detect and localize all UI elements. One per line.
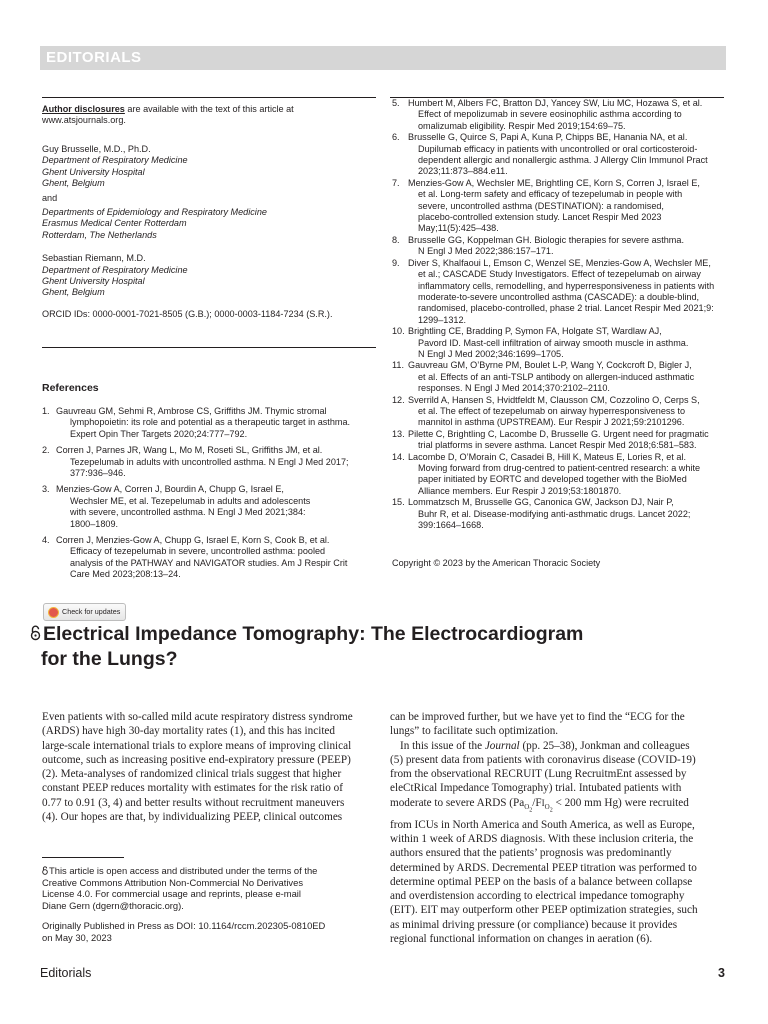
reference-number: 3. (42, 484, 50, 495)
author-affiliation: Erasmus Medical Center Rotterdam (42, 218, 187, 229)
author-name: Sebastian Riemann, M.D. (42, 253, 146, 264)
reference-line: Dupilumab efficacy in patients with uncontrolled or oral corticosteroid- (418, 143, 698, 154)
reference-line: lymphopoietin: its role and potential as a therapeutic target in asthma. (70, 417, 351, 428)
article-title-line2: for the Lungs? (41, 648, 178, 670)
author-block (42, 144, 378, 320)
reference-line: Pavord ID. Mast-cell infiltration of airway smooth muscle in asthma. (418, 337, 689, 348)
body-line: (ARDS) have high 30-day mortality rates (1), and this has incited (42, 725, 335, 738)
author-affiliation: Ghent, Belgium (42, 287, 105, 298)
reference-line: et al. Long-term safety and efficacy of tezepelumab in people with (418, 189, 683, 200)
author-affiliation: Ghent University Hospital (42, 166, 145, 177)
body-line: can be improved further, but we have yet to find the “ECG for the (390, 711, 685, 723)
reference-line: Brusselle GG, Koppelman GH. Biologic therapies for severe asthma. (408, 234, 684, 245)
reference-number: 6. (392, 132, 400, 143)
reference-line: Corren J, Parnes JR, Wang L, Mo M, Roseti SL, Griffiths JM, et al. (56, 445, 323, 456)
published-doi: Originally Published in Press as DOI: 10.1164/rccm.202305-0810ED (42, 919, 326, 931)
body-line: outcome, such as increasing positive end-expiratory pressure (PEEP) (42, 753, 351, 766)
body-line: from ICUs in North America and South America, as well as Europe, (390, 818, 695, 831)
author-affiliation: Ghent, Belgium (42, 178, 105, 189)
body-line: within 1 week of ARDS diagnosis. With these inclusion criteria, the (390, 833, 694, 845)
reference-item (392, 497, 728, 531)
reference-line: paper initiated by EORTC and developed together with the BioMed (418, 474, 687, 485)
reference-line: analysis of the PATHWAY and NAVIGATOR studies. Am J Respir Crit (70, 557, 348, 568)
reference-line: Menzies-Gow A, Wechsler ME, Brightling CE, Korn S, Corren J, Israel E, (408, 177, 700, 188)
reference-item (392, 326, 728, 360)
body-line (390, 739, 730, 753)
reference-number: 14. (392, 451, 405, 462)
top-rule-left (42, 97, 376, 98)
pao2-fio2-formula: $Pa_{O_2}/FI_{O_2}$ (513, 796, 553, 814)
reference-line: dependent allergic and nonallergic asthma. J Allergy Clin Immunol Pract (418, 155, 708, 166)
reference-line: Corren J, Menzies-Gow A, Chupp G, Israel E, Korn S, Cook B, et al. (56, 535, 330, 546)
reference-number: 5. (392, 98, 400, 108)
reference-line: mannitol in asthma (UPSTREAM). Eur Respir J 2021;59:2101296. (418, 417, 685, 428)
section-banner (40, 46, 726, 70)
reference-number: 1. (42, 406, 50, 416)
reference-line: 399:1664–1668. (418, 520, 484, 531)
reference-line: Moving forward from drug-centred to patient-centred research: a white (418, 463, 701, 473)
body-line: constant PEEP reduces mortality with estimates for the risk ratio of (42, 782, 343, 795)
author-affiliation: Rotterdam, The Netherlands (42, 229, 157, 240)
reference-line: responses. N Engl J Med 2014;370:2102–2110. (418, 383, 610, 394)
journal-name: Journal (484, 739, 520, 752)
author-affiliation: Departments of Epidemiology and Respiratory Medicine (42, 207, 267, 218)
license-text: License 4.0. For commercial usage and reprints, please e-mail (42, 888, 301, 900)
reference-line: Pilette C, Brightling C, Lacombe D, Brusselle G. Urgent need for pragmatic (408, 428, 709, 439)
reference-item (392, 360, 728, 394)
body-line: lungs” to facilitate such optimization. (390, 725, 559, 738)
reference-item (42, 535, 378, 581)
reference-line: moderate-to-severe uncontrolled asthma (CASCADE): a double-blind, (418, 291, 700, 302)
body-line: 0.77 to 0.91 (3, 4) and better results without recruitment maneuvers (42, 796, 345, 809)
body-line: (4). Our hopes are that, by individualizing PEEP, clinical outcomes (42, 811, 343, 824)
reference-line: Buhr R, et al. Disease-modifying anti-asthmatic drugs. Lancet 2022; (418, 508, 691, 519)
body-line: from the observational RECRUIT (Lung RecruitmEnt assessed by (390, 768, 687, 781)
reference-line: Care Med 2023;208:13–24. (70, 569, 181, 580)
open-access-icon (30, 625, 41, 641)
reference-line: Tezepelumab in adults with uncontrolled asthma. N Engl J Med 2017; (70, 456, 349, 467)
footnote (42, 865, 378, 943)
article-title-line1: Electrical Impedance Tomography: The Electrocardiogram (43, 623, 584, 645)
references-list-right (392, 98, 728, 531)
reference-line: 377:936–946. (70, 468, 126, 479)
reference-line: N Engl J Med 2002;346:1699–1705. (418, 348, 564, 359)
reference-line: Lacombe D, O’Morain C, Casadei B, Hill K, Mateus E, Lories R, et al. (408, 451, 686, 462)
reference-item (42, 484, 378, 530)
body-text: In this issue of the (400, 739, 485, 752)
reference-number: 11. (392, 360, 404, 371)
reference-number: 13. (392, 428, 405, 439)
reference-number: 12. (392, 394, 405, 405)
author-name: Guy Brusselle, M.D., Ph.D. (42, 144, 151, 154)
reference-item (42, 445, 378, 479)
author-affiliation: Department of Respiratory Medicine (42, 264, 188, 275)
footer-label: Editorials (40, 966, 92, 980)
author-disclosures-link[interactable]: Author disclosures (42, 104, 125, 114)
reference-item (42, 406, 378, 440)
reference-line: Menzies-Gow A, Corren J, Bourdin A, Chupp G, Israel E, (56, 484, 284, 495)
reference-number: 9. (392, 257, 400, 268)
reference-number: 7. (392, 177, 400, 188)
reference-item (392, 178, 728, 235)
open-access-icon (42, 866, 48, 875)
reference-line: Lommatzsch M, Brusselle GG, Canonica GW, Jackson DJ, Nair P, (408, 497, 674, 508)
author-connector: and (42, 192, 58, 203)
body-line: Even patients with so-called mild acute respiratory distress syndrome (42, 711, 353, 723)
reference-line: N Engl J Med 2022;386:157–171. (418, 246, 554, 257)
reference-line: Diver S, Khalfaoui L, Emson C, Wenzel SE, Menzies-Gow A, Wechsler ME, (408, 257, 711, 268)
disclosure-text: are available with the text of this article at (124, 104, 294, 114)
reference-line: Humbert M, Albers FC, Bratton DJ, Yancey SW, Liu MC, Hozawa S, et al. (408, 98, 703, 108)
body-line: (2). Meta-analyses of randomized clinical trials suggest that higher (42, 768, 342, 781)
reference-line: severe, uncontrolled asthma (DESTINATION): a randomised, (418, 200, 664, 211)
orcid-ids: ORCID IDs: 0000-0001-7021-8505 (G.B.); 0000-0003-1184-7234 (S.R.). (42, 308, 333, 319)
reference-number: 15. (392, 497, 405, 508)
check-for-updates-button[interactable] (43, 603, 126, 621)
body-line: authors ensured that the patients’ prognosis was predominantly (390, 847, 672, 860)
body-line: eleCtRical Impedance Tomography) trial. Intubated patients with (390, 782, 682, 795)
body-line: regional functional information on changes in aeration (6). (390, 933, 653, 946)
reference-item (392, 452, 728, 498)
body-text: < 200 mm Hg) were recruited (552, 796, 689, 809)
reference-line: Sverrild A, Hansen S, Hvidtfeldt M, Clausson CM, Cozzolino O, Cerps S, (408, 394, 700, 405)
reference-line: randomised, placebo-controlled, phase 2 trial. Lancet Respir Med 2021;9: (418, 303, 714, 314)
reference-line: 1800–1809. (70, 518, 119, 529)
body-text: (pp. 25–38), Jonkman and colleagues (519, 739, 690, 752)
disclosure-url: www.atsjournals.org. (42, 115, 126, 126)
reference-line: Alliance members. Eur Respir J 2019;53:1801870. (418, 485, 622, 496)
article-body-col1 (42, 710, 382, 824)
reference-line: omalizumab eligibility. Respir Med 2019;154:69–75. (418, 120, 626, 131)
references-list-left (42, 406, 378, 586)
reference-line: trial platforms in severe asthma. Lancet Respir Med 2018;6:581–583. (418, 440, 697, 451)
body-line: and overdistension according to electrical impedance tomography (390, 890, 685, 903)
reference-line: May;11(5):425–438. (418, 223, 499, 234)
reference-line: Brightling CE, Bradding P, Symon FA, Holgate ST, Wardlaw AJ, (408, 326, 662, 337)
body-line: as minimal driving pressure (or compliance) because it provides (390, 918, 678, 931)
disclosure (42, 104, 378, 127)
published-date: on May 30, 2023 (42, 931, 112, 943)
reference-line: Gauvreau GM, Sehmi R, Ambrose CS, Griffiths JM. Thymic stromal (56, 406, 327, 416)
body-line: (5) present data from patients with coronavirus disease (COVID-19) (390, 753, 696, 766)
check-updates-label: Check for updates (62, 607, 121, 616)
body-line: large-scale international trials to explore means of improving clinical (42, 739, 352, 752)
reference-line: Gauvreau GM, O’Byrne PM, Boulet L-P, Wang Y, Cockcroft D, Bigler J, (408, 360, 692, 371)
reference-item (392, 132, 728, 178)
reference-line: Expert Opin Ther Targets 2020;24:777–792. (70, 428, 248, 439)
footnote-rule (42, 857, 124, 858)
body-line: determine optimal PEEP on the basis of a balance between collapse (390, 875, 693, 888)
page-number: 3 (718, 966, 725, 980)
reference-line: et al. Effects of an anti-TSLP antibody on allergen-induced asthmatic (418, 371, 695, 382)
reference-line: 1299–1312. (418, 314, 467, 325)
references-heading: References (42, 382, 99, 394)
reference-item (392, 98, 728, 132)
reference-line: et al.; CASCADE Study Investigators. Effect of tezepelumab on airway (418, 269, 701, 280)
reference-line: Brusselle G, Quirce S, Papi A, Kuna P, Chipps BE, Hanania NA, et al. (408, 132, 688, 143)
reference-line: inflammatory cells, remodelling, and hyperresponsiveness in patients with (418, 280, 715, 291)
reference-number: 2. (42, 445, 50, 456)
reference-line: Efficacy of tezepelumab in severe, uncontrolled asthma: pooled (70, 546, 326, 557)
license-text: Diane Gern (dgern@thoracic.org). (42, 900, 184, 912)
article-body-col2 (390, 710, 730, 946)
body-line-formula (390, 796, 730, 818)
body-line: determined by ARDS. Decremental PEEP titration was performed to (390, 861, 697, 874)
check-updates-icon (48, 607, 59, 618)
reference-item (392, 235, 728, 258)
article-title (30, 622, 583, 672)
reference-number: 8. (392, 234, 400, 245)
license-text: Creative Commons Attribution Non-Commercial No Derivatives (42, 876, 304, 888)
reference-line: with severe, uncontrolled asthma. N Engl J Med 2021;384: (70, 507, 306, 518)
reference-item (392, 429, 728, 452)
reference-line: 2023;11:873–884.e11. (418, 166, 508, 177)
section-label: EDITORIALS (46, 49, 142, 66)
reference-number: 10. (392, 326, 405, 337)
body-line: (EIT). EIT may outperform other PEEP optimization strategies, such (390, 904, 698, 917)
license-text: This article is open access and distributed under the terms of the (49, 865, 318, 876)
reference-line: placebo-controlled extension study. Lancet Respir Med 2023 (418, 212, 662, 223)
author-affiliation: Department of Respiratory Medicine (42, 155, 188, 166)
reference-number: 4. (42, 535, 50, 546)
reference-line: Wechsler ME, et al. Tezepelumab in adults and adolescents (70, 495, 311, 506)
reference-line: Effect of mepolizumab in severe eosinophilic asthma according to (418, 109, 682, 120)
reference-item (392, 395, 728, 429)
reference-item (392, 258, 728, 326)
author-affiliation: Ghent University Hospital (42, 276, 145, 287)
divider-rule (42, 347, 376, 348)
body-text: moderate to severe ARDS ( (390, 796, 514, 809)
reference-line: et al. The effect of tezepelumab on airway hyperresponsiveness to (418, 405, 686, 416)
copyright: Copyright © 2023 by the American Thoracic Society (392, 558, 601, 568)
